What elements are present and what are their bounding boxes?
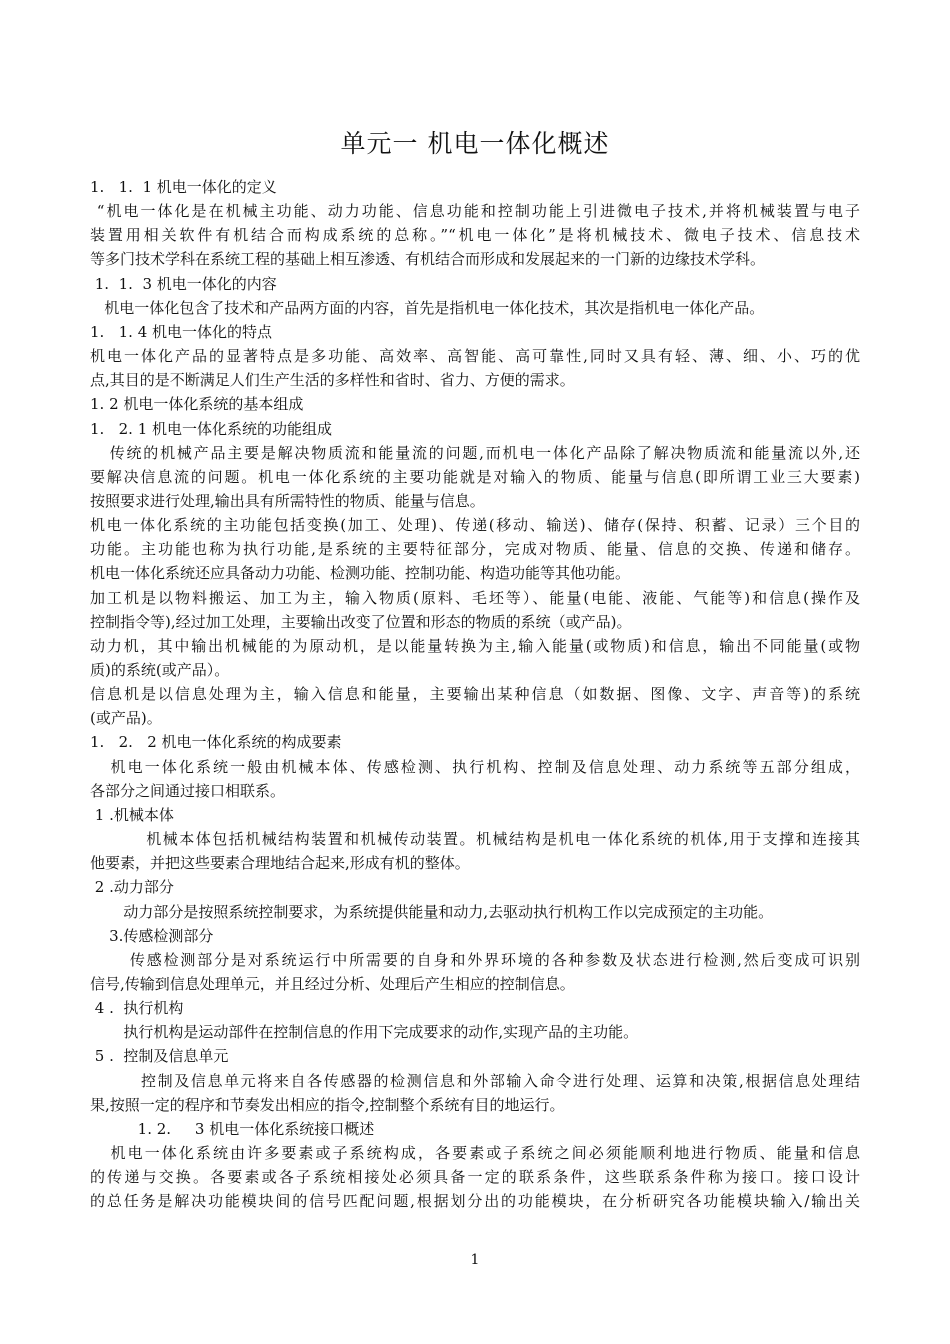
text-line: 动力部分是按照系统控制要求，为系统提供能量和动力,去驱动执行机构工作以完成预定的主功能。 — [90, 902, 774, 921]
text-line: 机电一体化包含了技术和产品两方面的内容，首先是指机电一体化技术，其次是指机电一体化产品。 — [90, 298, 765, 317]
text-line: 等多门技术学科在系统工程的基础上相互渗透、有机结合而形成和发展起来的一门新的边缘技术学科。 — [90, 250, 766, 269]
text-line: 机电一体化系统由许多要素或子系统构成，各要素或子系统之间必须能顺利地进行物质、能量和信息 — [90, 1144, 860, 1162]
text-line: 机械本体包括机械结构装置和机械传动装置。机械结构是机电一体化系统的机体,用于支撑和连接其 — [90, 830, 860, 848]
text-line: “机电一体化是在机械主功能、动力功能、信息功能和控制功能上引进微电子技术,并将机械装置与电子 — [90, 202, 860, 221]
page-number: 1 — [470, 1252, 480, 1268]
text-line: 各部分之间通过接口相联系。 — [90, 781, 286, 800]
text-line: 按照要求进行处理,输出具有所需特性的物质、能量与信息。 — [90, 491, 485, 510]
text-line: 机电一体化产品的显著特点是多功能、高效率、高智能、高可靠性,同时又具有轻、薄、细、小、巧的优 — [90, 347, 860, 365]
text-line: 1. 1. 3 机电一体化的内容 — [90, 274, 277, 293]
text-line: 1. 2 机电一体化系统的基本组成 — [90, 395, 304, 414]
text-line: 3.传感检测部分 — [90, 926, 214, 945]
text-line: 果,按照一定的程序和节奏发出相应的指令,控制整个系统有目的地运行。 — [90, 1095, 565, 1114]
text-line: 1. 2. 3 机电一体化系统接口概述 — [90, 1119, 375, 1138]
text-line: 4 . 执行机构 — [90, 999, 184, 1018]
text-line: 控制及信息单元将来自各传感器的检测信息和外部输入命令进行处理、运算和决策,根据信息处理结 — [90, 1071, 860, 1090]
text-line: 执行机构是运动部件在控制信息的作用下完成要求的动作,实现产品的主功能。 — [90, 1023, 639, 1042]
text-line: 1. 2. 2 机电一体化系统的构成要素 — [90, 733, 342, 752]
text-line: 动力机，其中输出机械能的为原动机，是以能量转换为主,输入能量(或物质)和信息，输出不同能量(或物 — [90, 636, 860, 655]
text-line: 1. 2. 1 机电一体化系统的功能组成 — [90, 419, 333, 438]
text-line: 传感检测部分是对系统运行中所需要的自身和外界环境的各种参数及状态进行检测,然后变成可识别 — [90, 950, 860, 969]
text-line: 要解决信息流的问题。机电一体化系统的主要功能就是对输入的物质、能量与信息(即所谓工业三大要素) — [90, 467, 860, 486]
text-line: 的传递与交换。各要素或各子系统相接处必须具备一定的联系条件，这些联系条件称为接口。接口设计 — [90, 1168, 860, 1187]
text-line: 功能。主功能也称为执行功能,是系统的主要特征部分，完成对物质、能量、信息的交换、传递和储存。 — [90, 540, 860, 559]
text-line: 机电一体化系统一般由机械本体、传感检测、执行机构、控制及信息处理、动力系统等五部分组成， — [90, 757, 860, 776]
text-line: 装置用相关软件有机结合而构成系统的总称。”“机电一体化”是将机械技术、微电子技术、信息技术 — [90, 226, 860, 245]
text-line: 信息机是以信息处理为主，输入信息和能量，主要输出某种信息（如数据、图像、文字、声音等)的系统 — [90, 685, 860, 704]
text-line: 加工机是以物料搬运、加工为主，输入物质(原料、毛坯等）、能量(电能、液能、气能等)和信息(操作及 — [90, 588, 860, 607]
text-line: 控制指令等),经过加工处理，主要输出改变了位置和形态的物质的系统（或产品)。 — [90, 612, 632, 631]
text-line: 质)的系统(或产品）。 — [90, 661, 230, 679]
text-line: 1. 1. 1 机电一体化的定义 — [90, 178, 277, 196]
text-line: 信号,传输到信息处理单元，并且经过分析、处理后产生相应的控制信息。 — [90, 974, 575, 993]
text-line: 1 .机械本体 — [90, 805, 174, 824]
text-line: 机电一体化系统的主功能包括变换(加工、处理)、传递(移动、输送)、储存(保持、积蓄、记录）三个目的 — [90, 516, 860, 535]
text-line: 机电一体化系统还应具备动力功能、检测功能、控制功能、构造功能等其他功能。 — [90, 564, 631, 583]
text-line: 5 . 控制及信息单元 — [90, 1047, 229, 1066]
text-line: 1. 1. 4 机电一体化的特点 — [90, 322, 273, 341]
text-line: 传统的机械产品主要是解决物质流和能量流的问题,而机电一体化产品除了解决物质流和能量流以外,还 — [90, 443, 860, 462]
text-line: 点,其目的是不断满足人们生产生活的多样性和省时、省力、方便的需求。 — [90, 371, 575, 390]
text-line: 2 .动力部分 — [90, 878, 174, 897]
document-title: 单元一 机电一体化概述 — [340, 129, 610, 158]
text-line: 的总任务是解决功能模块间的信号匹配问题,根据划分出的功能模块，在分析研究各功能模块输入/输出关 — [90, 1192, 860, 1211]
text-line: 他要素，并把这些要素合理地结合起来,形成有机的整体。 — [90, 854, 470, 873]
text-line: (或产品)。 — [90, 709, 162, 728]
